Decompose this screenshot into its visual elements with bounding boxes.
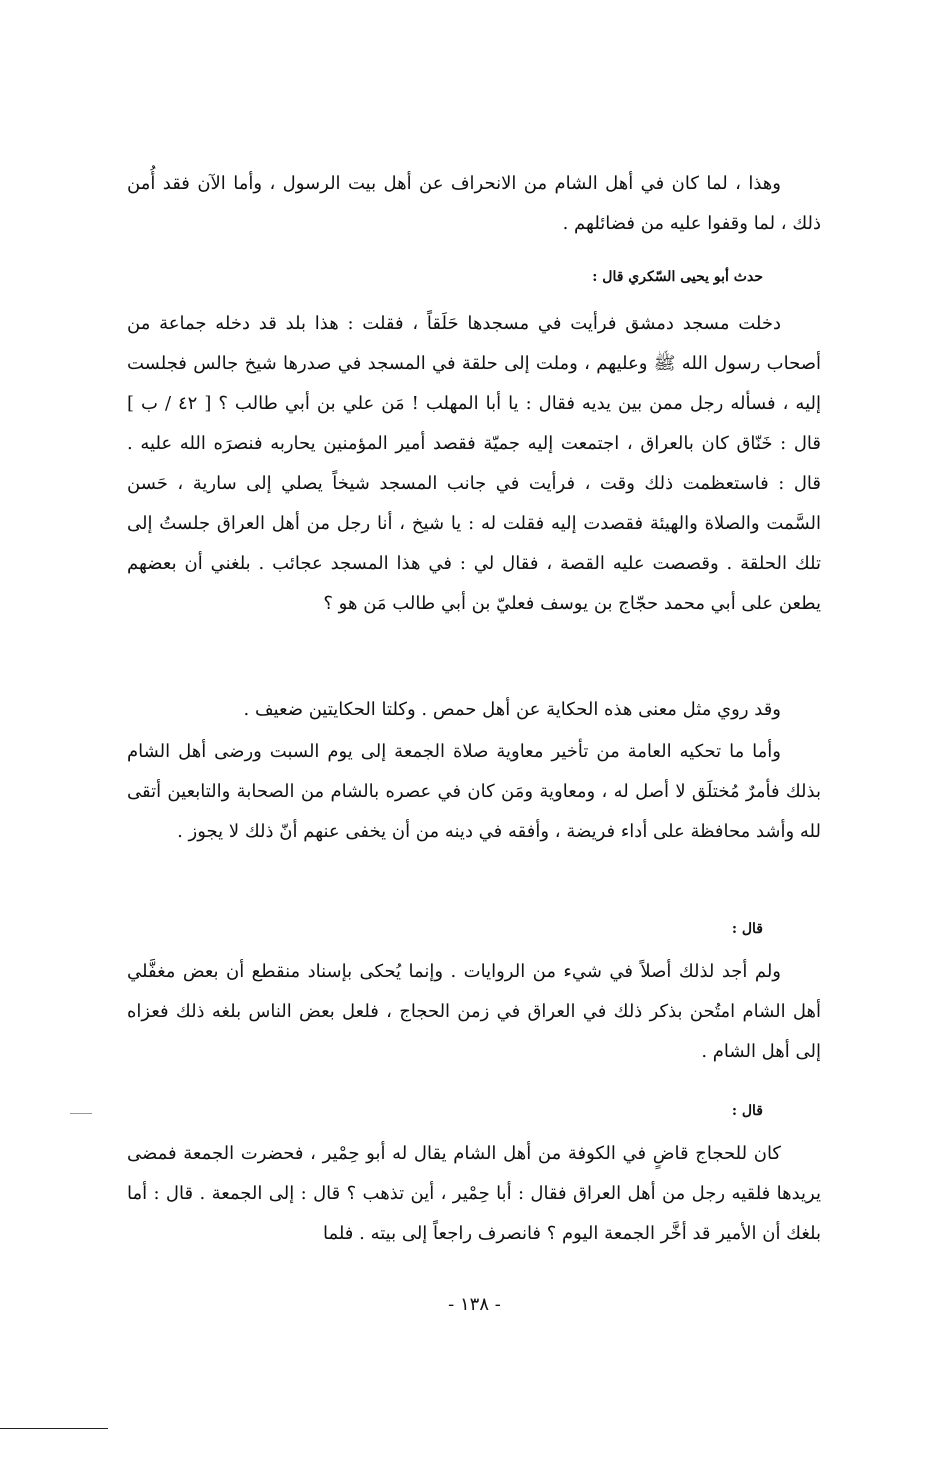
paragraph-4-text: وأما ما تحكيه العامة من تأخير معاوية صلاة الجمعة إلى يوم السبت ورضى أهل الشام بذلك فأمرٌ مُختلَق لا أصل له ، ومعاوية ومَن كان في عصره بالشام من الصحابة والتابعين أتقى لله وأشد محافظة على أداء فريضة ، وأفقه في دينه من أن يخفى عنهم أنّ ذلك لا يجوز .	[127, 741, 821, 842]
paragraph-3-text: وقد روي مثل معنى هذه الحكاية عن أهل حمص . وكلتا الحكايتين ضعيف .	[243, 699, 781, 720]
paragraph-3	[127, 690, 821, 730]
section-heading-qala-1	[732, 918, 763, 940]
paragraph-5	[127, 952, 821, 1072]
margin-tick-mark	[70, 1113, 92, 1114]
page-number	[0, 1292, 949, 1318]
section-heading-qala-2	[732, 1100, 763, 1122]
section-heading-narrator	[592, 266, 763, 288]
paragraph-6	[127, 1134, 821, 1254]
section-heading-qala-1-text: قال :	[731, 921, 763, 937]
scan-edge-line	[0, 1428, 108, 1429]
paragraph-5-text: ولم أجد لذلك أصلاً في شيء من الروايات . وإنما يُحكى بإسناد منقطع أن بعض مغفَّلي أهل الشام امتُحن بذكر ذلك في العراق في زمن الحجاج ، فلعل بعض الناس بلغه ذلك فعزاه إلى أهل الشام .	[127, 961, 821, 1062]
section-heading-qala-2-text: قال :	[731, 1103, 763, 1119]
paragraph-1	[127, 164, 821, 244]
paragraph-2-text: دخلت مسجد دمشق فرأيت في مسجدها حَلَقاً ، فقلت : هذا بلد قد دخله جماعة من أصحاب رسول الله ﷺ وعليهم ، وملت إلى حلقة في المسجد في صدرها شيخ جالس فجلست إليه ، فسأله رجل ممن بين يديه فقال : يا أبا المهلب ! مَن علي بن أبي طالب ؟ [ ٤٢ / ب ] قال : خَنّاق كان بالعراق ، اجتمعت إليه جميّة فقصد أمير المؤمنين يحاربه فنصرَه الله عليه . قال : فاستعظمت ذلك وقت ، فرأيت في جانب المسجد شيخاً يصلي إلى سارية ، حَسن السَّمت والصلاة والهيئة فقصدت إليه فقلت له : يا شيخ ، أنا رجل من أهل العراق جلستُ إلى تلك الحلقة . وقصصت عليه القصة ، فقال لي : في هذا المسجد عجائب . بلغني أن بعضهم يطعن على أبي محمد حجّاج بن يوسف فعليّ بن أبي طالب مَن هو ؟	[127, 313, 821, 614]
paragraph-4	[127, 732, 821, 852]
page-number-text: - ١٣٨ -	[448, 1294, 501, 1315]
section-heading-narrator-text: حدث أبو يحيى السّكري قال :	[592, 269, 763, 285]
paragraph-1-text: وهذا ، لما كان في أهل الشام من الانحراف عن أهل بيت الرسول ، وأما الآن فقد أُمن ذلك ، لما وقفوا عليه من فضائلهم .	[127, 173, 821, 234]
paragraph-6-text: كان للحجاج قاضٍ في الكوفة من أهل الشام يقال له أبو حِمْير ، فحضرت الجمعة فمضى يريدها فلقيه رجل من أهل العراق فقال : أبا حِمْير ، أين تذهب ؟ قال : إلى الجمعة . قال : أما بلغك أن الأمير قد أخَّر الجمعة اليوم ؟ فانصرف راجعاً إلى بيته . فلما	[127, 1143, 821, 1244]
paragraph-2	[127, 304, 821, 624]
